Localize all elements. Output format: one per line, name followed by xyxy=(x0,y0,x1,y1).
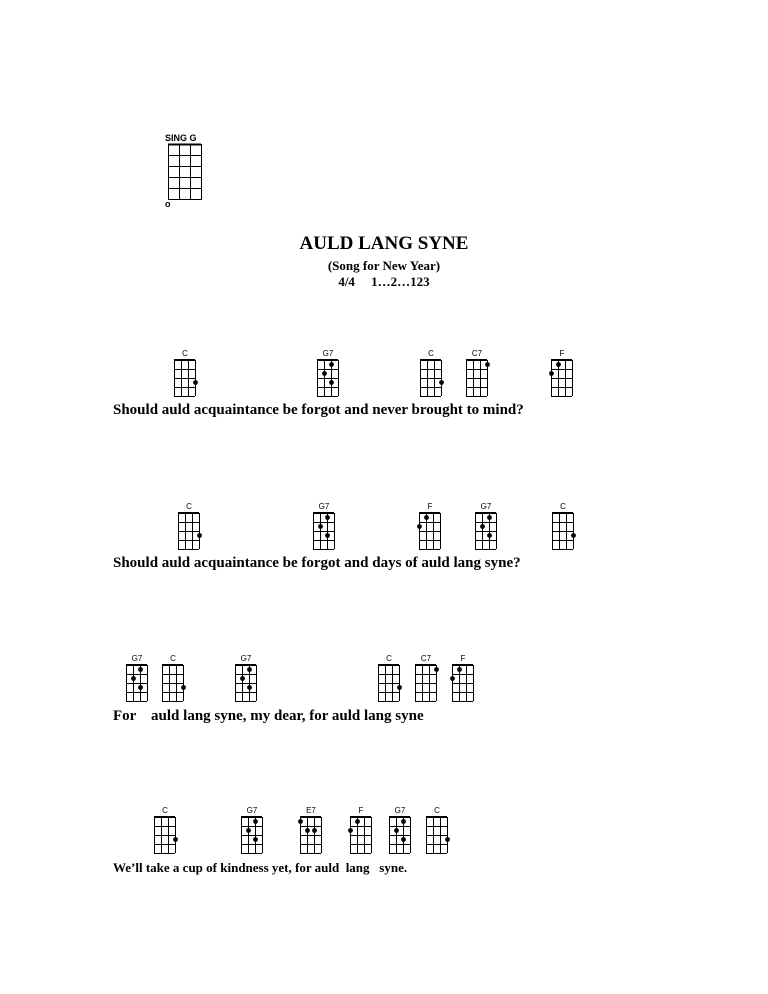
finger-dot xyxy=(434,667,439,672)
finger-dot xyxy=(173,837,178,842)
chord-grid xyxy=(313,359,343,399)
chord-diagram xyxy=(415,502,445,552)
finger-dot xyxy=(401,837,406,842)
finger-dot xyxy=(556,362,561,367)
chord-diagram xyxy=(174,502,204,552)
chord-name: C7 xyxy=(420,654,432,663)
chord-diagram xyxy=(309,502,339,552)
finger-dot xyxy=(439,380,444,385)
chord-grid xyxy=(170,359,200,399)
finger-dot xyxy=(138,685,143,690)
finger-dot xyxy=(424,515,429,520)
finger-dot xyxy=(397,685,402,690)
chord-grid xyxy=(374,664,404,704)
chord-diagram xyxy=(158,654,188,704)
chord-name: G7 xyxy=(480,502,492,511)
chord-grid xyxy=(237,816,267,856)
chord-diagram xyxy=(313,349,343,399)
chord-grid xyxy=(174,512,204,552)
chord-grid xyxy=(415,512,445,552)
chord-grid xyxy=(158,664,188,704)
chord-name: G7 xyxy=(318,502,330,511)
finger-dot xyxy=(312,828,317,833)
chord-name: C xyxy=(162,806,168,815)
finger-dot xyxy=(355,819,360,824)
finger-dot xyxy=(253,819,258,824)
chord-name: C xyxy=(182,349,188,358)
chord-grid xyxy=(150,816,180,856)
finger-dot xyxy=(571,533,576,538)
chord-name: C xyxy=(170,654,176,663)
sing-chord xyxy=(165,134,205,214)
song-title: AULD LANG SYNE xyxy=(299,233,469,254)
sing-chord-name: SING G xyxy=(165,133,197,143)
chord-name: G7 xyxy=(240,654,252,663)
finger-dot xyxy=(487,533,492,538)
chord-name: G7 xyxy=(246,806,258,815)
chord-name: G7 xyxy=(394,806,406,815)
chord-grid xyxy=(416,359,446,399)
chord-name: G7 xyxy=(131,654,143,663)
finger-dot xyxy=(480,524,485,529)
chord-grid xyxy=(385,816,415,856)
finger-dot xyxy=(549,371,554,376)
finger-dot xyxy=(417,524,422,529)
chord-name: C xyxy=(186,502,192,511)
chord-grid xyxy=(462,359,492,399)
chord-grid xyxy=(547,359,577,399)
chord-name: C xyxy=(560,502,566,511)
chord-diagram xyxy=(547,349,577,399)
finger-dot xyxy=(394,828,399,833)
chord-name: C xyxy=(428,349,434,358)
chord-diagram xyxy=(374,654,404,704)
chord-diagram xyxy=(231,654,261,704)
chord-grid xyxy=(411,664,441,704)
finger-dot xyxy=(246,828,251,833)
finger-dot xyxy=(329,362,334,367)
lyric-line-3: For auld lang syne, my dear, for auld lang syne xyxy=(113,708,424,724)
chord-diagram xyxy=(170,349,200,399)
chord-grid xyxy=(309,512,339,552)
chord-name: F xyxy=(559,349,565,358)
lyric-line-2: Should auld acquaintance be forgot and days of auld lang syne? xyxy=(113,555,521,571)
open-string-mark: o xyxy=(165,199,171,209)
chord-grid xyxy=(548,512,578,552)
chord-diagram xyxy=(416,349,446,399)
finger-dot xyxy=(247,685,252,690)
finger-dot xyxy=(329,380,334,385)
chord-grid xyxy=(448,664,478,704)
finger-dot xyxy=(197,533,202,538)
song-subtitle: (Song for New Year) xyxy=(327,258,441,273)
finger-dot xyxy=(325,515,330,520)
chord-name: F xyxy=(427,502,433,511)
chord-diagram xyxy=(422,806,452,856)
chord-diagram xyxy=(237,806,267,856)
lyric-line-1: Should auld acquaintance be forgot and never brought to mind? xyxy=(113,402,524,418)
sing-chord-grid xyxy=(165,144,205,202)
finger-dot xyxy=(325,533,330,538)
chord-diagram xyxy=(471,502,501,552)
chord-name: F xyxy=(358,806,364,815)
finger-dot xyxy=(487,515,492,520)
finger-dot xyxy=(348,828,353,833)
finger-dot xyxy=(193,380,198,385)
chord-diagram xyxy=(385,806,415,856)
finger-dot xyxy=(450,676,455,681)
chord-name: C xyxy=(434,806,440,815)
chord-grid xyxy=(231,664,261,704)
finger-dot xyxy=(298,819,303,824)
finger-dot xyxy=(181,685,186,690)
finger-dot xyxy=(445,837,450,842)
finger-dot xyxy=(253,837,258,842)
finger-dot xyxy=(401,819,406,824)
chord-diagram xyxy=(150,806,180,856)
finger-dot xyxy=(240,676,245,681)
chord-name: C xyxy=(386,654,392,663)
chord-name: E7 xyxy=(306,806,316,815)
finger-dot xyxy=(131,676,136,681)
chord-diagram xyxy=(448,654,478,704)
finger-dot xyxy=(318,524,323,529)
chord-diagram xyxy=(462,349,492,399)
finger-dot xyxy=(322,371,327,376)
finger-dot xyxy=(457,667,462,672)
chord-diagram xyxy=(122,654,152,704)
chord-grid xyxy=(346,816,376,856)
song-timing: 4/4 1…2…123 xyxy=(338,274,430,289)
finger-dot xyxy=(247,667,252,672)
chord-name: G7 xyxy=(322,349,334,358)
lyric-line-4: We’ll take a cup of kindness yet, for auld lang syne. xyxy=(113,860,408,875)
chord-diagram xyxy=(346,806,376,856)
finger-dot xyxy=(485,362,490,367)
chord-diagram xyxy=(548,502,578,552)
chord-name: F xyxy=(460,654,466,663)
finger-dot xyxy=(305,828,310,833)
chord-name: C7 xyxy=(471,349,483,358)
chord-grid xyxy=(471,512,501,552)
chord-grid xyxy=(122,664,152,704)
chord-grid xyxy=(422,816,452,856)
chord-diagram xyxy=(296,806,326,856)
finger-dot xyxy=(138,667,143,672)
chord-diagram xyxy=(411,654,441,704)
chord-grid xyxy=(296,816,326,856)
